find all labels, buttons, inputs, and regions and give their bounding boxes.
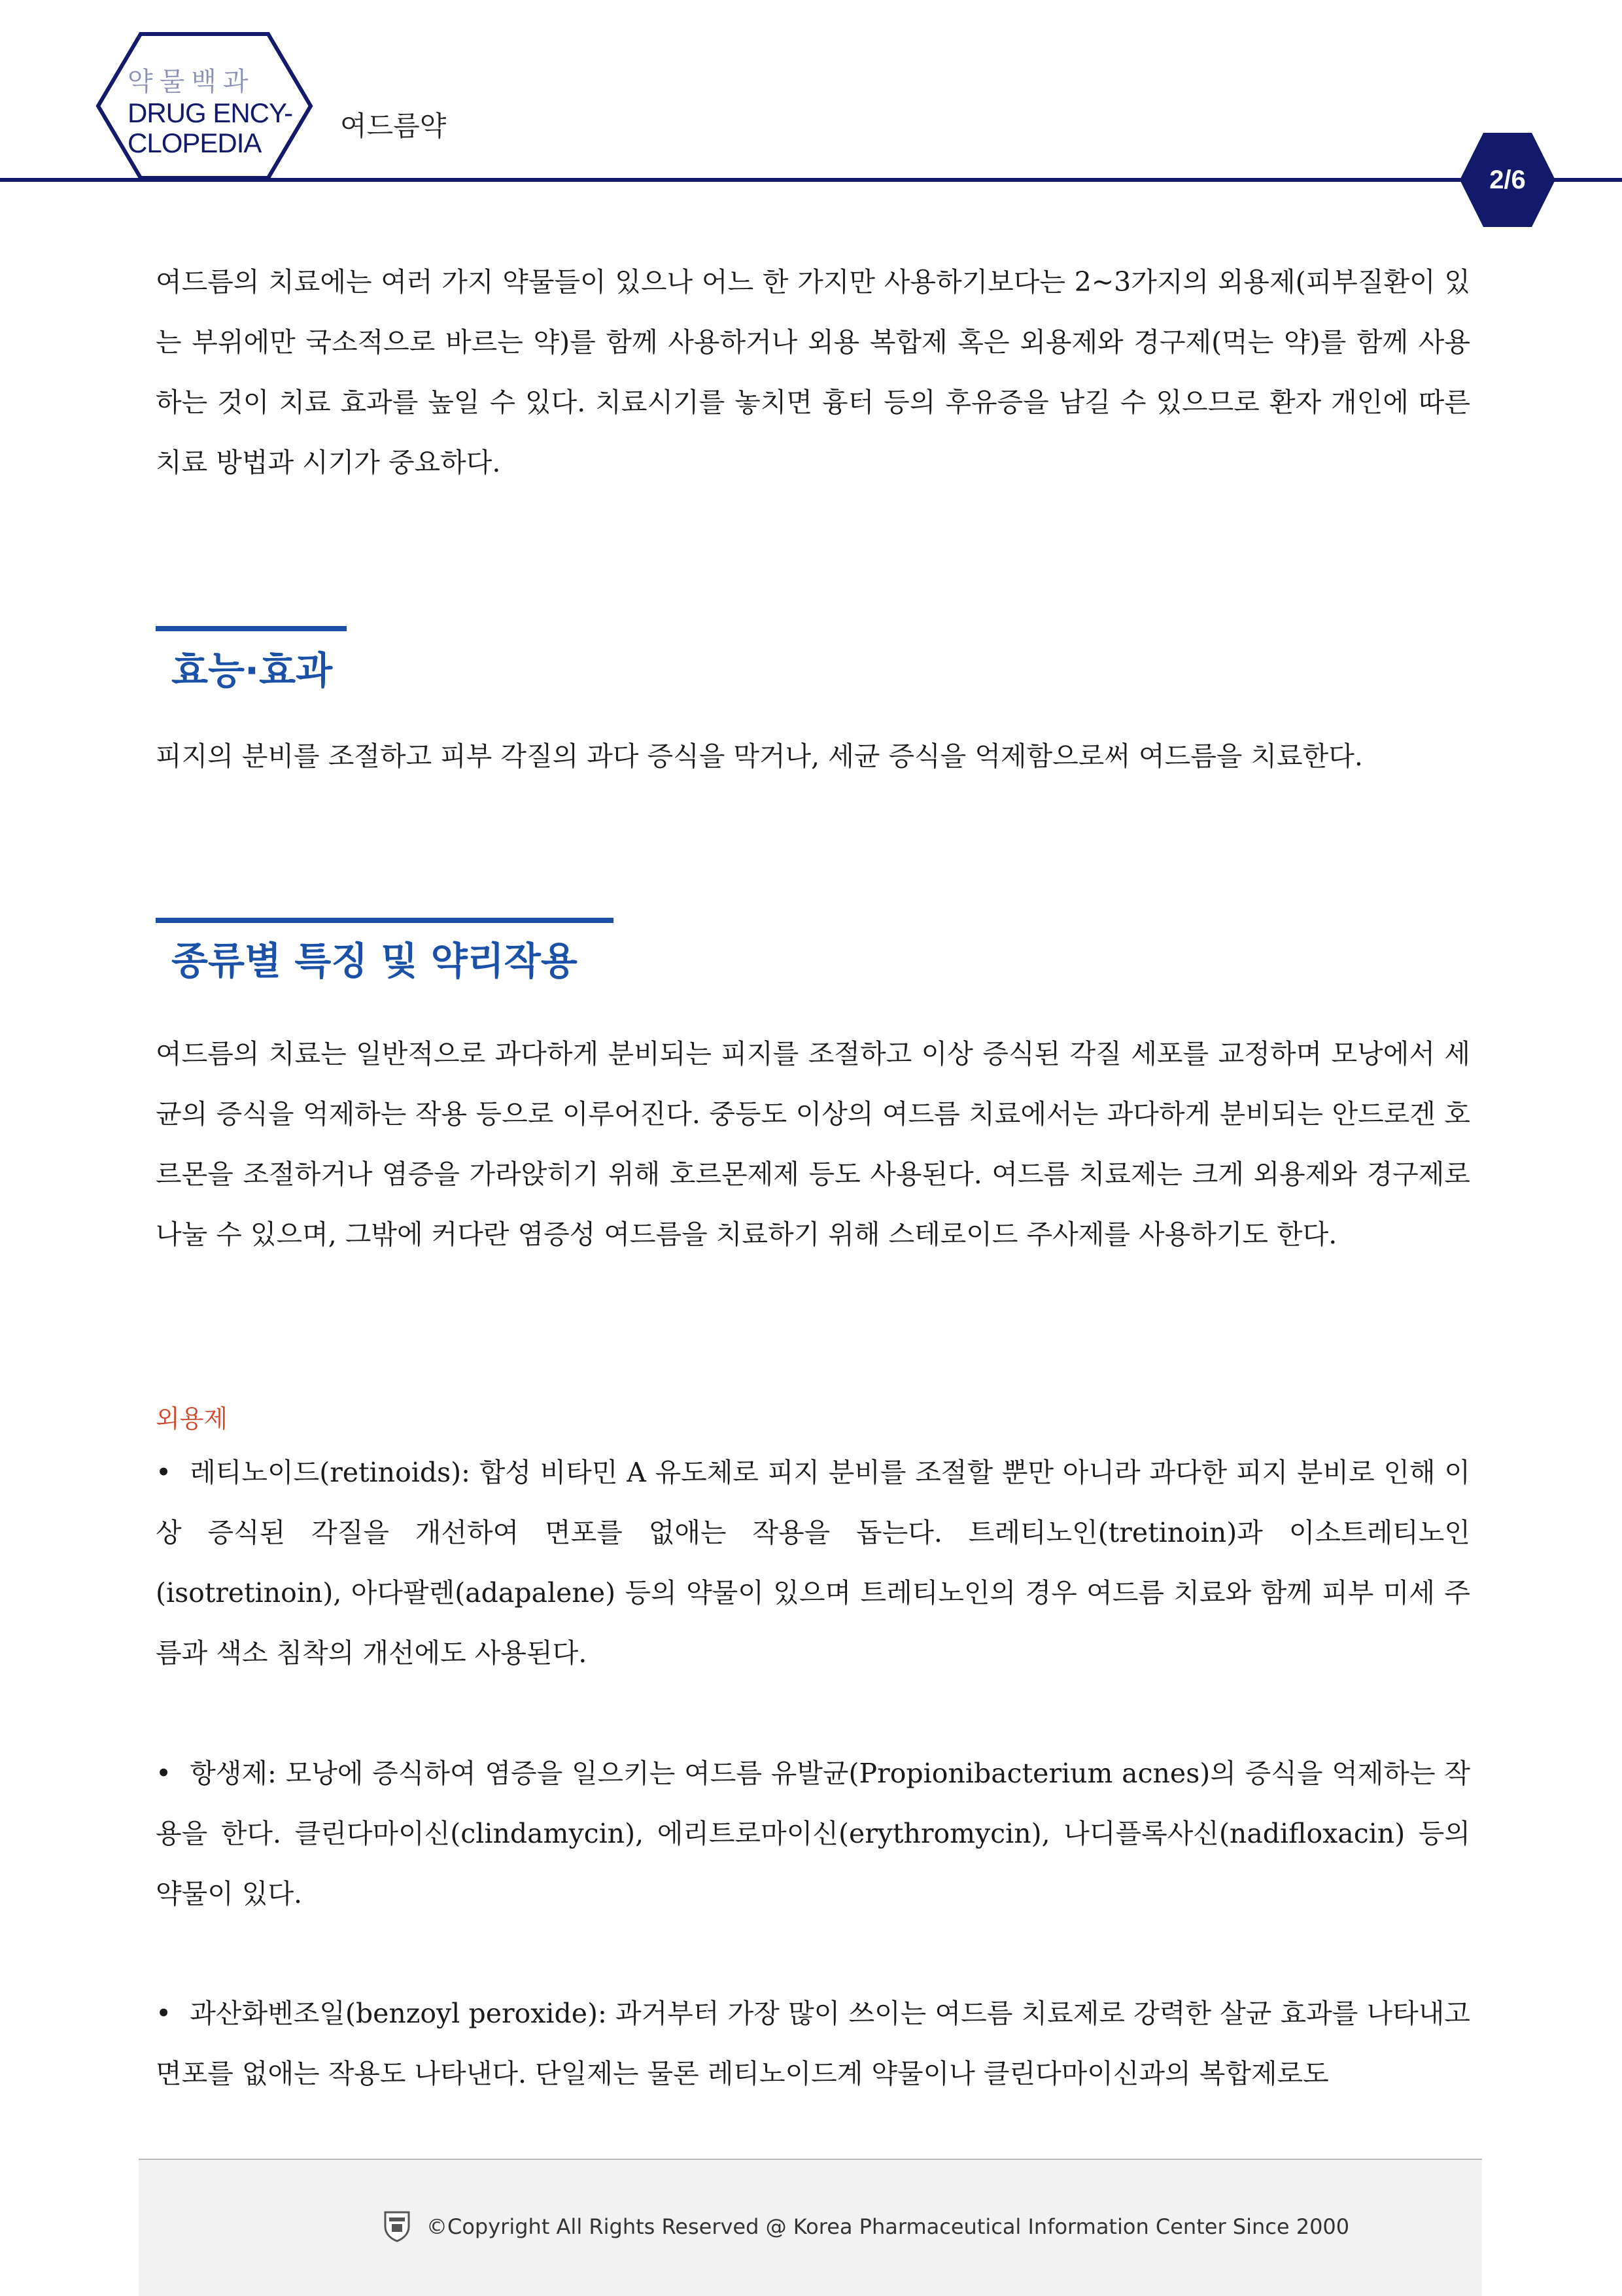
section-rule-types <box>156 918 613 923</box>
bullet-marker: • <box>156 1998 172 2029</box>
bullet-retinoids-text: 레티노이드(retinoids): 합성 비타민 A 유도체로 피지 분비를 조절할 뿐만 아니라 과다한 피지 분비로 인해 이상 증식된 각질을 개선하여 면포를 없애는 작용을 돕는다. 트레티노인(tretinoin)과 이소트레티노인(isotretinoin), 아다팔렌(adapalene) 등의 약물이 있으며 트레티노인의 경우 여드름 치료와 함께 피부 미세 주름과 색소 침착의 개선에도 사용된다. <box>156 1457 1470 1669</box>
topical-label: 외용제 <box>156 1404 228 1433</box>
types-paragraph: 여드름의 치료는 일반적으로 과다하게 분비되는 피지를 조절하고 이상 증식된 각질 세포를 교정하며 모낭에서 세균의 증식을 억제하는 작용 등으로 이루어진다. 중등도 이상의 여드름 치료에서는 과다하게 분비되는 안드로겐 호르몬을 조절하거나 염증을 가라앉히기 위해 호르몬제제 등도 사용된다. 여드름 치료제는 크게 외용제와 경구제로 나눌 수 있으며, 그밖에 커다란 염증성 여드름을 치료하기 위해 스테로이드 주사제를 사용하기도 한다. <box>156 1038 1470 1250</box>
section-rule-efficacy <box>156 626 347 631</box>
bullet-marker: • <box>156 1758 172 1789</box>
page-number: 2/6 <box>1489 165 1526 194</box>
bullet-benzoyl-peroxide <box>156 1983 1470 2104</box>
bullet-retinoids <box>156 1442 1470 1683</box>
section-title-types: 종류별 특징 및 약리작용 <box>171 939 578 983</box>
logo-english: DRUG ENCY- CLOPEDIA <box>128 97 293 158</box>
bullet-antibiotics <box>156 1743 1470 1924</box>
footer-copyright: ©Copyright All Rights Reserved @ Korea Pharmaceutical Information Center Since 2000 <box>426 2214 1350 2239</box>
efficacy-paragraph: 피지의 분비를 조절하고 피부 각질의 과다 증식을 막거나, 세균 증식을 억제함으로써 여드름을 치료한다. <box>156 740 1363 772</box>
intro-paragraph: 여드름의 치료에는 여러 가지 약물들이 있으나 어느 한 가지만 사용하기보다는 2~3가지의 외용제(피부질환이 있는 부위에만 국소적으로 바르는 약)를 함께 사용하거나 외용 복합제 혹은 외용제와 경구제(먹는 약)를 함께 사용하는 것이 치료 효과를 높일 수 있다. 치료시기를 놓치면 흉터 등의 후유증을 남길 수 있으므로 환자 개인에 따른 치료 방법과 시기가 중요하다. <box>156 266 1470 478</box>
document-title: 여드름약 <box>340 110 447 142</box>
section-title-efficacy: 효능·효과 <box>171 648 333 693</box>
logo-korean: 약물백과 <box>128 67 255 97</box>
bullet-marker: • <box>156 1457 172 1488</box>
bullet-antibiotics-text: 항생제: 모낭에 증식하여 염증을 일으키는 여드름 유발균(Propionibacterium acnes)의 증식을 억제하는 작용을 한다. 클린다마이신(clindamycin), 에리트로마이신(erythromycin), 나디플록사신(nadifloxacin) 등의 약물이 있다. <box>156 1758 1470 1909</box>
bullet-benzoyl-peroxide-text: 과산화벤조일(benzoyl peroxide): 과거부터 가장 많이 쓰이는 여드름 치료제로 강력한 살균 효과를 나타내고 면포를 없애는 작용도 나타낸다. 단일제는 물론 레티노이드계 약물이나 클린다마이신과의 복합제로도 <box>156 1998 1470 2089</box>
logo <box>128 65 324 158</box>
kpic-shield-icon <box>383 2210 411 2242</box>
